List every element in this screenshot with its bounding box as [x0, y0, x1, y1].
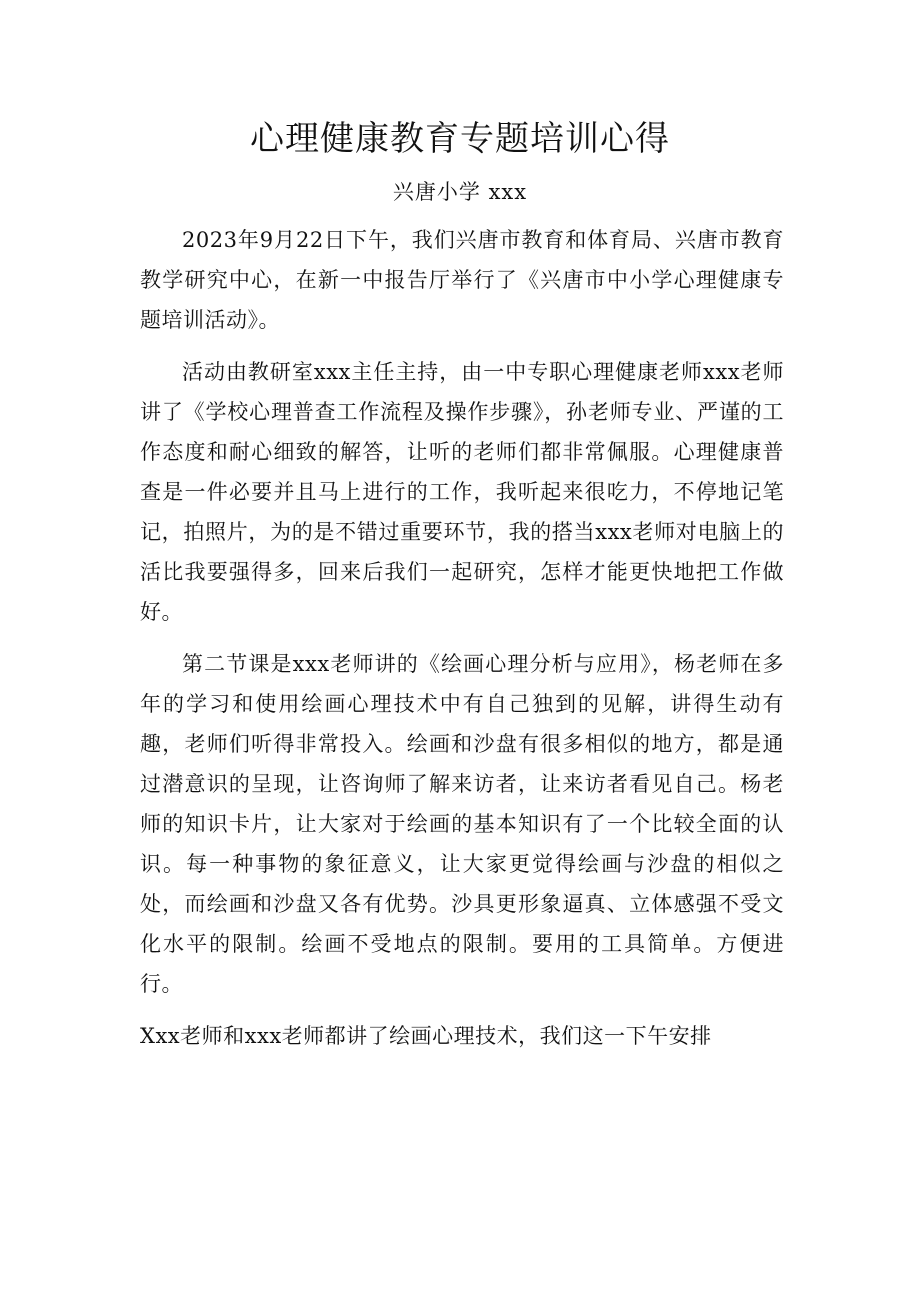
- paragraph-4: Xxx老师和xxx老师都讲了绘画心理技术，我们这一下午安排: [140, 1024, 712, 1048]
- document-title: 心理健康教育专题培训心得: [250, 119, 670, 159]
- document-body: [140, 220, 784, 1068]
- paragraph-2: 活动由教研室xxx主任主持，由一中专职心理健康老师xxx老师讲了《学校心理普查工作流程及操作步骤》，孙老师专业、严谨的工作态度和耐心细致的解答，让听的老师们都非常佩服。心理健康普查是一件必要并且马上进行的工作，我听起来很吃力，不停地记笔记，拍照片，为的是不错过重要环节，我的搭当xxx老师对电脑上的活比我要强得多，回来后我们一起研究，怎样才能更快地把工作做好。: [140, 360, 784, 624]
- paragraph-3: 第二节课是xxx老师讲的《绘画心理分析与应用》，杨老师在多年的学习和使用绘画心理技术中有自己独到的见解，讲得生动有趣，老师们听得非常投入。绘画和沙盘有很多相似的地方，都是通过潜意识的呈现，让咨询师了解来访者，让来访者看见自己。杨老师的知识卡片，让大家对于绘画的基本知识有了一个比较全面的认识。每一种事物的象征意义，让大家更觉得绘画与沙盘的相似之处，而绘画和沙盘又各有优势。沙具更形象逼真、立体感强不受文化水平的限制。绘画不受地点的限制。要用的工具简单。方便进行。: [140, 652, 784, 996]
- document-author: 兴唐小学 xxx: [392, 180, 528, 204]
- paragraph-1: 2023年9月22日下午，我们兴唐市教育和体育局、兴唐市教育教学研究中心，在新一中报告厅举行了《兴唐市中小学心理健康专题培训活动》。: [140, 228, 784, 332]
